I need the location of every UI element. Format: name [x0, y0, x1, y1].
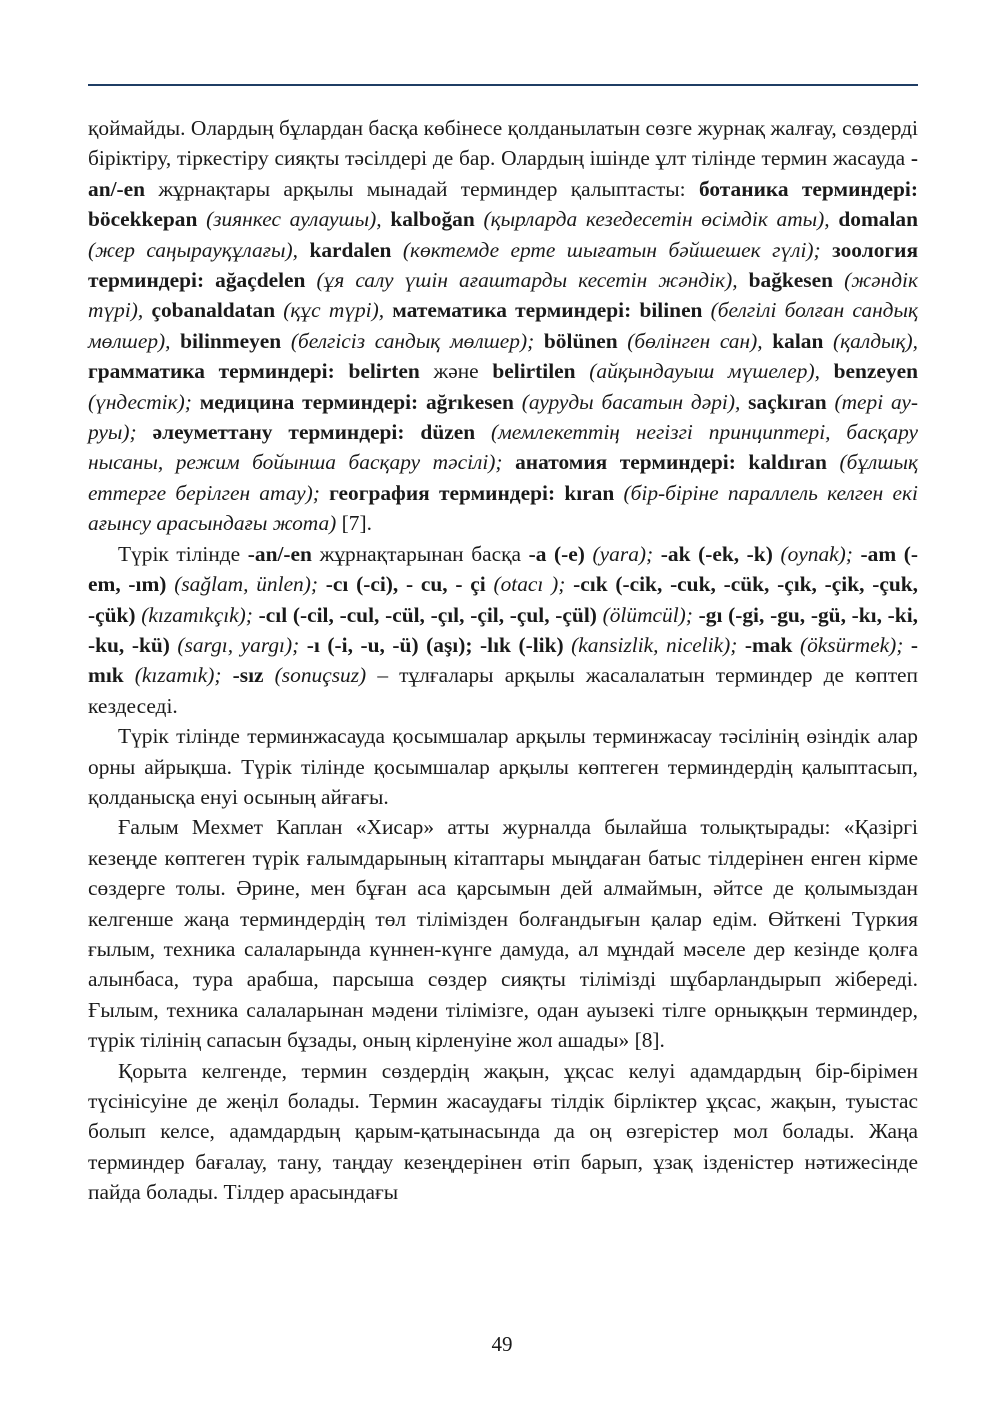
italic-gloss: (kızamık);	[123, 663, 233, 688]
bold-term: kalan	[772, 328, 824, 353]
header-rule	[88, 84, 918, 86]
italic-gloss: (белгілі болған сандық мөлшер),	[88, 298, 918, 353]
bold-term: -mak	[744, 632, 793, 657]
italic-gloss: (yara);	[584, 541, 661, 566]
bold-term: әлеуметтану терминдері: düzen	[152, 420, 476, 445]
italic-gloss: (бөлінген сан),	[617, 328, 773, 353]
body-text: Түрік тілінде терминжасауда қосымшалар арқылы терминжасау тәсілінің өзіндік алар орны айрықша. Түрік тілінде қосымшалар арқылы көптеген терминдердің қалыптасып, қолданысқа енуі осының айғағы.	[88, 724, 918, 809]
body-text: жұрнақтарынан басқа	[311, 541, 529, 566]
bold-term: bilinmeyen	[180, 328, 282, 353]
italic-gloss: (ölümcül);	[596, 602, 699, 627]
italic-gloss: (жер саңырауқұлағы),	[88, 237, 310, 262]
bold-term: kalboğan	[390, 207, 475, 232]
bold-term: -a (-e)	[528, 541, 585, 566]
bold-term: -sız	[232, 663, 264, 688]
bold-term: география терминдері: kıran	[329, 480, 615, 505]
body-text: жұрнақтары арқылы мынадай терминдер қалыптасты:	[145, 176, 699, 201]
italic-gloss: (sağlam, ünlen);	[166, 572, 326, 597]
italic-gloss: (öksürmek);	[792, 632, 911, 657]
italic-gloss: (oynak);	[772, 541, 861, 566]
italic-gloss: (sargı, yargı);	[169, 632, 307, 657]
italic-gloss: (қырларда кезедесетін өсімдік аты),	[474, 207, 839, 232]
bold-term: -cı (-ci), - cu, - çi	[325, 572, 486, 597]
bold-term: -an/-en	[88, 146, 918, 201]
bold-term: benzeyen	[833, 359, 918, 384]
italic-gloss: (айқындауыш мүшелер),	[575, 359, 834, 384]
body-text: Ғалым Мехмет Каплан «Хисар» атты журналда былайша толықтырады: «Қазіргі кезеңде көптеген түрік ғалымдарының кітаптары мыңдаған батыс тілдерінен енген кірме сөздерге толы. Әрине, мен бұған аса қарсымын дей алмаймын, әйтсе де қолымыздан келгенше жаңа терминдердің төл тілімізден болғандығын қалар едім. Өйткені Түркия ғылым, техника салаларында күннен-күнге дамуда, ал мұндай мәселе дер кезінде қолға алынбаса, тура арабша, парсыша сөздер сияқты тілімізді шұбарландырып жібереді. Ғылым, техника салаларынан мәдени тілімізге, одан ауызекі тілге орныққын терминдер, түрік тілінің сапасын бұзады, оның кірленуіне жол ашады» [8].	[88, 815, 918, 1053]
italic-gloss: (бұлшық еттерге берілген атау);	[88, 450, 918, 505]
body-text: Түрік тілінде	[118, 541, 248, 566]
bold-term: bağkesen	[748, 268, 834, 293]
italic-gloss: (kızamıkçık);	[135, 602, 259, 627]
bold-term: математика терминдері: bilinen	[392, 298, 703, 323]
bold-term: -cık (-cik, -cuk, -cük, -çık, -çik, -çuk, -çük)	[88, 572, 918, 627]
italic-gloss: (ауруды басатын дәрі),	[513, 389, 749, 414]
bold-term: -ak (-ek, -k)	[660, 541, 773, 566]
body-text: [7].	[336, 511, 372, 536]
italic-gloss: (sonuçsuz)	[263, 663, 367, 688]
italic-gloss: (қалдық),	[823, 328, 918, 353]
body-text: және	[419, 359, 493, 384]
bold-term: kardalen	[309, 237, 392, 262]
paragraph	[88, 721, 918, 812]
paragraph	[88, 113, 918, 539]
bold-term: -gı (-gi, -gu, -gü, -kı, -ki, -ku, -kü)	[88, 602, 918, 657]
italic-gloss: (тері ауруы);	[88, 389, 918, 445]
body-text: – тұлғалары арқылы жасалалатын терминдер де көптеп кездеседі.	[88, 663, 918, 718]
italic-gloss: (құс түрі),	[275, 298, 393, 323]
paragraph	[88, 539, 918, 721]
italic-gloss: (зиянкес аулаушы),	[197, 207, 391, 232]
bold-term: грамматика терминдері: belirten	[88, 359, 420, 384]
italic-gloss: (ұя салу үшін ағаштарды кесетін жәндік),	[305, 268, 749, 293]
body-text: қоймайды. Олардың бұлардан басқа көбінесе қолданылатын сөзге журнақ жалғау, сөздерді біріктіру, тіркестіру сияқты тәсілдері де бар. Олардың ішінде ұлт тілінде термин жасауда	[88, 116, 918, 171]
italic-gloss: (kansizlik, nicelik);	[563, 632, 745, 657]
bold-term: -am (-em, -ım)	[88, 541, 919, 597]
body-text: Қорыта келгенде, термин сөздердің жақын, ұқсас келуі адамдардың бір-бірімен түсінісуіне де жеңіл болады. Термин жасаудағы тілдік бірліктер ұқсас, жақын, туыстас болып келсе, адамдардың қарым-қатынасында да оң өзгерістер мол болады. Жаңа терминдер бағалау, тану, таңдау кезеңдерінен өтіп барып, ұзақ ізденістер нәтижесінде пайда болады. Тілдер арасындағы	[88, 1058, 918, 1205]
italic-gloss: (бір-біріне параллель келген екі ағынсу арасындағы жота)	[88, 480, 918, 536]
bold-term: bölünen	[543, 328, 618, 353]
italic-gloss: (мемлекеттің негізгі принциптері, басқару нысаны, режим бойынша басқару тәсілі);	[88, 420, 918, 475]
bold-term: зоология терминдері: ağaçdelen	[88, 237, 919, 293]
bold-term: анатомия терминдері: kaldıran	[515, 450, 827, 475]
paragraph	[88, 812, 918, 1055]
italic-gloss: (жәндік түрі),	[88, 268, 918, 323]
page-number: 49	[491, 1332, 513, 1356]
bold-term: domalan	[838, 207, 918, 232]
bold-term: ботаника терминдері: böcekkepan	[88, 176, 918, 232]
bold-term: -an/-en	[247, 541, 312, 566]
italic-gloss: (белгісіз сандық мөлшер);	[281, 328, 544, 353]
page-body	[88, 113, 918, 1208]
bold-term: belirtilen	[492, 359, 576, 384]
italic-gloss: (үндестік);	[88, 389, 200, 414]
italic-gloss: (otacı );	[485, 572, 574, 597]
bold-term: медицина терминдері: ağrıkesen	[199, 389, 514, 414]
italic-gloss: (көктемде ерте шығатын бәйшешек гүлі);	[391, 237, 833, 262]
paragraph	[88, 1056, 918, 1208]
bold-term: çobanaldatan	[151, 298, 276, 323]
bold-term: saçkıran	[748, 389, 827, 414]
bold-term: -cıl (-cil, -cul, -cül, -çıl, -çil, -çul, -çül)	[258, 602, 597, 627]
bold-term: -ı (-i, -u, -ü) (aşı); -lık (-lik)	[306, 632, 564, 657]
bold-term: -mık	[88, 632, 918, 688]
